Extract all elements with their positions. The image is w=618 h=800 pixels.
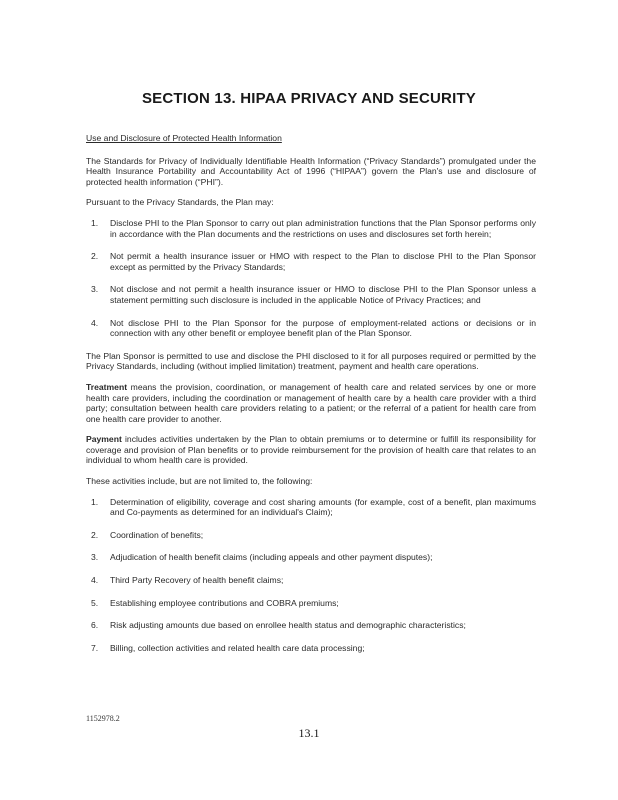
subheading: Use and Disclosure of Protected Health Information	[86, 133, 282, 143]
list-item	[86, 218, 536, 239]
list-item	[86, 620, 536, 631]
list-item-number: 1.	[91, 217, 99, 228]
list-item-text: Not disclose and not permit a health insurance issuer or HMO to disclose PHI to the Plan Sponsor unless a statement permitting such disclosure is included in the applicable Notice of Privacy Practices; and	[110, 284, 536, 305]
paragraph-privacy-standards: The Standards for Privacy of Individually Identifiable Health Information (“Privacy Standards”) promulgated under the Health Insurance Portability and Accountability Act of 1996 (“HIPAA”) govern the Plan's use and disclosure of protected health information (“PHI”).	[86, 155, 536, 187]
list-item	[86, 251, 536, 272]
list-item-text: Third Party Recovery of health benefit claims;	[110, 575, 284, 586]
treatment-term: Treatment	[86, 381, 128, 392]
list-item-number: 3.	[91, 552, 99, 563]
list-item-text: Coordination of benefits;	[110, 529, 204, 540]
list-item-text: Not disclose PHI to the Plan Sponsor for the purpose of employment-related actions or decisions or in connection with any other benefit or employee benefit plan of the Plan Sponsor.	[110, 317, 536, 339]
treatment-definition: means the provision, coordination, or management of health care and related services by one or more health care providers, including the coordination or management of health care by a health care provider with a third party; consultation between health care providers relating to a patient; or the referral of a patient for health care from one health care provider to another.	[86, 381, 536, 424]
list-item-number: 7.	[91, 642, 99, 653]
list-item	[86, 284, 536, 305]
list-item-text: Adjudication of health benefit claims (including appeals and other payment disputes);	[110, 552, 433, 563]
list-item-number: 6.	[91, 620, 99, 631]
list-item	[86, 598, 536, 609]
list-item	[86, 643, 536, 654]
section-title: SECTION 13. HIPAA PRIVACY AND SECURITY	[141, 90, 477, 107]
plan-may-list	[86, 218, 536, 339]
list-item	[86, 575, 536, 586]
payment-definition: includes activities undertaken by the Plan to obtain premiums or to determine or fulfill its responsibility for coverage and provision of Plan benefits or to provide reimbursement for the provision of health care that relates to an individual to whom health care is provided.	[86, 434, 536, 466]
list-item-number: 2.	[91, 529, 99, 540]
list-item-text: Not permit a health insurance issuer or HMO with respect to the Plan to disclose PHI to the Plan Sponsor except as permitted by the Privacy Standards;	[110, 251, 536, 272]
list-item-text: Establishing employee contributions and COBRA premiums;	[110, 597, 339, 608]
activities-lead: These activities include, but are not limited to, the following:	[86, 476, 313, 487]
list-item	[86, 497, 536, 518]
paragraph-payment	[86, 434, 536, 466]
list-item-number: 4.	[91, 317, 99, 328]
list-item-number: 2.	[91, 251, 99, 262]
payment-term: Payment	[86, 434, 122, 445]
list-item-text: Risk adjusting amounts due based on enrollee health status and demographic characteristics;	[110, 620, 466, 631]
list-item-number: 3.	[91, 284, 99, 295]
document-id: 1152978.2	[86, 714, 120, 723]
list-item-text: Disclose PHI to the Plan Sponsor to carry out plan administration functions that the Plan Sponsor performs only in accordance with the Plan documents and the restrictions on uses and disclosures set forth herein;	[110, 217, 536, 239]
list-item	[86, 530, 536, 541]
document-body	[86, 133, 536, 665]
paragraph-treatment	[86, 382, 536, 424]
list-item-number: 4.	[91, 575, 99, 586]
list-item	[86, 552, 536, 563]
list-item-text: Determination of eligibility, coverage and cost sharing amounts (for example, cost of a benefit, plan maximums and Co-payments as determined for an individual's Claim);	[110, 496, 536, 518]
paragraph-permitted-uses: The Plan Sponsor is permitted to use and disclose the PHI disclosed to it for all purposes required or permitted by the Privacy Standards, including (without implied limitation) treatment, payment and health care operations.	[86, 350, 536, 372]
page-number: 13.1	[298, 726, 320, 740]
pursuant-lead: Pursuant to the Privacy Standards, the Plan may:	[86, 197, 274, 208]
list-item-number: 1.	[91, 496, 99, 507]
list-item-number: 5.	[91, 597, 99, 608]
list-item	[86, 318, 536, 339]
list-item-text: Billing, collection activities and related health care data processing;	[110, 642, 365, 653]
activities-list	[86, 497, 536, 654]
